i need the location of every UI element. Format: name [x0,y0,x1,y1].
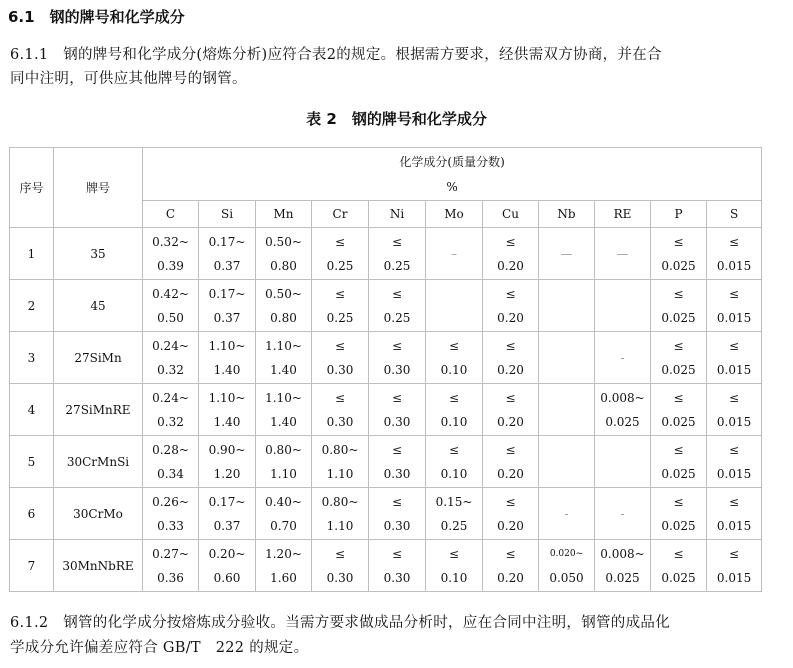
cell-value-top: ≤ [673,338,684,353]
table-row [10,332,762,384]
table-title: 表 2 钢的牌号和化学成分 [306,110,487,128]
cell-value-bottom: 0.25 [440,518,468,533]
cell-value-top: 1.10~ [265,338,302,353]
cell-value-top: 0.008~ [600,390,645,405]
cell-value-top: ≤ [673,390,684,405]
cell-value-top: — [560,246,573,261]
cell-value-bottom: 0.70 [270,518,297,533]
table-body [10,228,762,592]
cell-value-top: 0.24~ [152,338,189,353]
cell-value-top: 0.020~ [549,548,584,559]
cell-value-top: ≤ [448,546,460,561]
element-header-cu: Cu [483,201,539,228]
cell-c [143,540,199,592]
cell-value-bottom: 0.025 [661,414,696,429]
cell-cu [483,280,539,332]
cell-c [143,384,199,436]
cell-value-top: ≤ [729,442,740,457]
row-grade: 30CrMnSi [54,436,143,488]
cell-mo [426,540,483,592]
cell-value-bottom: 0.015 [716,466,752,481]
cell-cr [312,332,369,384]
cell-mo [426,384,483,436]
row-grade: 35 [54,228,143,280]
cell-value-bottom: 0.20 [497,570,524,585]
cell-value-top: 0.17~ [208,234,246,249]
cell-re [595,332,651,384]
cell-value-top: 1.20~ [265,546,302,561]
cell-cr [312,540,369,592]
element-header-s: S [707,201,762,228]
cell-value-top: 0.17~ [208,494,246,509]
cell-value-top: ≤ [334,338,346,353]
cell-si [199,332,256,384]
header-unit: % [143,175,762,201]
cell-value-bottom: 0.015 [716,362,752,377]
cell-nb [539,488,595,540]
cell-value-top: 0.20~ [208,546,246,561]
cell-value-bottom: 0.36 [157,570,184,585]
row-grade: 27SiMn [54,332,143,384]
row-seq: 7 [10,540,54,592]
cell-value-top: 0.40~ [265,494,302,509]
cell-mo [426,436,483,488]
cell-value-top: ≤ [334,546,346,561]
cell-re [595,280,651,332]
cell-value-top: 0.15~ [435,494,473,509]
header-composition: 化学成分(质量分数) [143,148,762,175]
table-row [10,436,762,488]
cell-value-top: 0.27~ [152,546,189,561]
cell-si [199,436,256,488]
cell-re [595,488,651,540]
cell-value-top: 0.50~ [265,286,302,301]
chemical-composition-table [9,147,762,592]
cell-value-top: 0.80~ [321,494,359,509]
cell-value-top: ≤ [673,546,684,561]
cell-cu [483,488,539,540]
cell-c [143,488,199,540]
cell-s [707,540,762,592]
cell-value-top: 0.90~ [208,442,246,457]
cell-value-bottom: 0.25 [326,258,354,273]
cell-cu [483,540,539,592]
cell-value-bottom: 0.10 [440,570,468,585]
cell-ni [369,332,426,384]
cell-p [651,332,707,384]
cell-value-top: ≤ [729,390,740,405]
cell-value-top: ≤ [391,494,403,509]
cell-value-top: 0.80~ [321,442,359,457]
element-header-c: C [143,201,199,228]
cell-value-bottom: 0.20 [497,414,524,429]
cell-value-bottom: 0.30 [326,570,354,585]
cell-value-bottom: 0.32 [157,414,184,429]
table-row [10,280,762,332]
cell-value-top: ≤ [505,338,516,353]
cell-value-top: ≤ [448,390,460,405]
cell-value-bottom: 1.40 [213,414,241,429]
cell-value-top: ≤ [334,286,346,301]
cell-value-top: - [620,350,625,365]
table-row [10,540,762,592]
paragraph-6-1-1-line1: 6.1.1 钢的牌号和化学成分(熔炼分析)应符合表2的规定。根据需方要求，经供需双方协商，并在合 [10,47,662,63]
cell-value-bottom: 0.30 [383,414,411,429]
cell-value-bottom: 1.40 [270,414,297,429]
element-header-mn: Mn [256,201,312,228]
cell-p [651,384,707,436]
cell-si [199,540,256,592]
cell-value-bottom: 1.20 [213,466,241,481]
cell-value-bottom: 0.37 [213,518,241,533]
cell-value-top: ≤ [334,234,346,249]
cell-s [707,280,762,332]
cell-c [143,332,199,384]
cell-value-bottom: 0.80 [270,310,297,325]
cell-p [651,488,707,540]
cell-re [595,384,651,436]
header-seq: 序号 [10,148,54,228]
cell-value-top: ≤ [391,546,403,561]
cell-value-bottom: 0.37 [213,310,241,325]
cell-cr [312,488,369,540]
cell-ni [369,540,426,592]
cell-cu [483,436,539,488]
cell-value-bottom: 1.10 [326,518,354,533]
cell-value-bottom: 0.015 [716,258,752,273]
paragraph-6-1-2-line1: 6.1.2 钢管的化学成分按熔炼成分验收。当需方要求做成品分析时，应在合同中注明，钢管的成品化 [10,615,670,631]
cell-value-bottom: 0.39 [157,258,184,273]
element-header-re: RE [595,201,651,228]
cell-value-bottom: 1.40 [270,362,297,377]
cell-s [707,384,762,436]
row-grade: 27SiMnRE [54,384,143,436]
cell-value-bottom: 0.050 [549,570,584,585]
cell-value-bottom: 1.60 [270,570,297,585]
cell-nb [539,384,595,436]
cell-re [595,436,651,488]
cell-value-bottom: 0.20 [497,258,524,273]
cell-value-top: - [564,506,569,521]
element-header-nb: Nb [539,201,595,228]
row-grade: 30CrMo [54,488,143,540]
cell-ni [369,488,426,540]
cell-re [595,540,651,592]
cell-ni [369,228,426,280]
cell-value-bottom: 0.025 [605,570,640,585]
cell-value-bottom: 0.20 [497,310,524,325]
table-row [10,384,762,436]
cell-value-bottom: 0.025 [661,310,696,325]
table-row [10,488,762,540]
cell-s [707,332,762,384]
cell-nb [539,332,595,384]
row-grade: 45 [54,280,143,332]
cell-value-bottom: 1.10 [270,466,297,481]
cell-value-bottom: 0.30 [326,414,354,429]
cell-value-top: ≤ [729,234,740,249]
cell-cr [312,228,369,280]
table-row [10,228,762,280]
cell-p [651,540,707,592]
cell-nb [539,540,595,592]
cell-p [651,228,707,280]
cell-value-top: 0.26~ [152,494,189,509]
cell-ni [369,436,426,488]
cell-mo [426,332,483,384]
cell-value-bottom: 0.025 [661,362,696,377]
cell-value-bottom: 0.25 [326,310,354,325]
cell-value-bottom: 0.025 [661,570,696,585]
cell-value-bottom: 0.015 [716,310,752,325]
cell-p [651,280,707,332]
element-header-si: Si [199,201,256,228]
cell-mn [256,384,312,436]
section-heading: 6.1 钢的牌号和化学成分 [8,8,185,26]
cell-mo [426,280,483,332]
cell-cr [312,436,369,488]
cell-si [199,228,256,280]
cell-value-bottom: 0.30 [383,518,411,533]
cell-mn [256,280,312,332]
cell-value-top: — [616,246,629,261]
cell-value-top: – [451,246,457,261]
cell-value-top: ≤ [391,286,403,301]
paragraph-6-1-1-line2: 同中注明，可供应其他牌号的钢管。 [10,71,247,87]
row-seq: 1 [10,228,54,280]
cell-c [143,228,199,280]
element-header-p: P [651,201,707,228]
cell-value-bottom: 0.025 [661,518,696,533]
cell-value-top: ≤ [448,338,460,353]
cell-value-bottom: 0.025 [605,414,640,429]
row-seq: 4 [10,384,54,436]
cell-mn [256,436,312,488]
cell-si [199,488,256,540]
cell-value-top: 0.80~ [265,442,302,457]
cell-ni [369,280,426,332]
header-grade: 牌号 [54,148,143,228]
cell-mn [256,332,312,384]
cell-value-top: 0.28~ [152,442,189,457]
cell-mn [256,228,312,280]
cell-value-bottom: 1.10 [326,466,354,481]
cell-cu [483,332,539,384]
cell-s [707,488,762,540]
table-header [10,148,762,228]
cell-value-bottom: 0.50 [157,310,184,325]
cell-value-top: 0.008~ [600,546,645,561]
cell-value-top: ≤ [391,338,403,353]
cell-cu [483,384,539,436]
cell-value-bottom: 0.80 [270,258,297,273]
cell-value-top: ≤ [505,390,516,405]
cell-value-top: 0.24~ [152,390,189,405]
cell-mo [426,228,483,280]
cell-si [199,384,256,436]
cell-value-top: ≤ [391,234,403,249]
cell-mo [426,488,483,540]
cell-nb [539,280,595,332]
cell-value-bottom: 0.015 [716,518,752,533]
cell-nb [539,228,595,280]
cell-value-bottom: 0.10 [440,414,468,429]
cell-value-top: ≤ [673,442,684,457]
cell-value-bottom: 0.30 [383,466,411,481]
row-seq: 2 [10,280,54,332]
cell-ni [369,384,426,436]
cell-value-top: ≤ [729,286,740,301]
cell-value-bottom: 0.025 [661,466,696,481]
cell-value-top: ≤ [729,546,740,561]
paragraph-6-1-2-line2: 学成分允许偏差应符合 GB/T 222 的规定。 [10,640,309,656]
cell-value-top: ≤ [729,494,740,509]
cell-value-bottom: 0.20 [497,466,524,481]
cell-value-top: ≤ [505,546,516,561]
cell-value-top: 1.10~ [208,338,246,353]
cell-value-top: 1.10~ [208,390,246,405]
cell-value-top: ≤ [505,442,516,457]
cell-cr [312,280,369,332]
cell-cu [483,228,539,280]
cell-re [595,228,651,280]
cell-value-bottom: 0.33 [157,518,184,533]
cell-s [707,228,762,280]
cell-value-top: 0.32~ [152,234,189,249]
cell-value-top: ≤ [505,286,516,301]
element-header-mo: Mo [426,201,483,228]
cell-value-top: ≤ [673,234,684,249]
row-seq: 3 [10,332,54,384]
cell-value-bottom: 0.25 [383,310,411,325]
cell-value-bottom: 0.015 [716,414,752,429]
cell-value-top: ≤ [505,234,516,249]
cell-value-bottom: 0.30 [383,570,411,585]
cell-value-bottom: 0.25 [383,258,411,273]
cell-value-bottom: 0.015 [716,570,752,585]
row-seq: 5 [10,436,54,488]
cell-value-top: 0.50~ [265,234,302,249]
cell-value-bottom: 0.20 [497,518,524,533]
row-seq: 6 [10,488,54,540]
cell-nb [539,436,595,488]
cell-value-top: ≤ [673,494,684,509]
cell-value-bottom: 0.20 [497,362,524,377]
cell-value-bottom: 0.34 [157,466,184,481]
cell-value-top: 0.17~ [208,286,246,301]
row-grade: 30MnNbRE [54,540,143,592]
cell-cr [312,384,369,436]
cell-si [199,280,256,332]
element-header-ni: Ni [369,201,426,228]
cell-value-bottom: 1.40 [213,362,241,377]
cell-value-bottom: 0.025 [661,258,696,273]
cell-value-bottom: 0.32 [157,362,184,377]
cell-value-top: ≤ [391,390,403,405]
cell-value-top: ≤ [334,390,346,405]
cell-value-top: ≤ [505,494,516,509]
cell-value-top: 0.42~ [152,286,189,301]
cell-value-top: ≤ [448,442,460,457]
cell-value-bottom: 0.60 [213,570,241,585]
cell-value-bottom: 0.30 [383,362,411,377]
cell-value-top: ≤ [729,338,740,353]
cell-value-top: ≤ [673,286,684,301]
cell-mn [256,488,312,540]
cell-value-top: - [620,506,625,521]
cell-p [651,436,707,488]
cell-value-top: 1.10~ [265,390,302,405]
cell-c [143,280,199,332]
cell-value-bottom: 0.10 [440,362,468,377]
cell-value-bottom: 0.37 [213,258,241,273]
cell-s [707,436,762,488]
cell-value-bottom: 0.10 [440,466,468,481]
cell-value-bottom: 0.30 [326,362,354,377]
cell-c [143,436,199,488]
element-header-cr: Cr [312,201,369,228]
cell-mn [256,540,312,592]
cell-value-top: ≤ [391,442,403,457]
